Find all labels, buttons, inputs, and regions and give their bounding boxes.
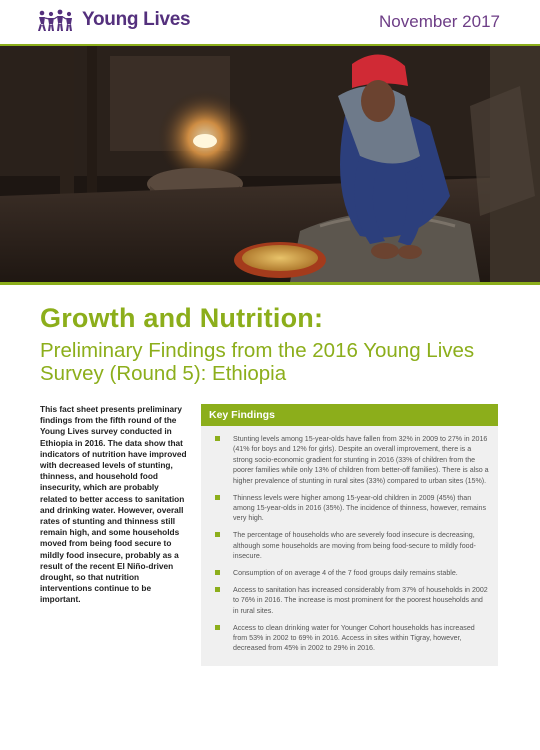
key-findings-panel bbox=[201, 404, 498, 666]
key-finding-item bbox=[209, 530, 490, 561]
square-bullet-icon bbox=[215, 532, 220, 537]
publication-date: November 2017 bbox=[379, 12, 500, 31]
square-bullet-icon bbox=[215, 625, 220, 630]
square-bullet-icon bbox=[215, 495, 220, 500]
key-finding-item bbox=[209, 568, 490, 578]
cover-photo-girl-sorting-grain-icon bbox=[0, 46, 540, 282]
key-finding-text: Stunting levels among 15-year-olds have fallen from 32% in 2009 to 27% in 2016 (41% for boys and 12% for girls). Despite an overall improvement, there is a strong socio-economic gradient for stunting in 2016 (33% of children from the poorer families while only 13% of children from better-off families). There is also a higher prevalence of stunting in rural sites (33%) compared to urban sites (15%). bbox=[233, 435, 489, 485]
page-title: Growth and Nutrition: bbox=[40, 303, 324, 333]
key-findings-heading: Key Findings bbox=[201, 404, 498, 426]
young-lives-logo[interactable] bbox=[38, 8, 190, 32]
square-bullet-icon bbox=[215, 436, 220, 441]
cover-photo bbox=[0, 46, 540, 282]
key-finding-text: Access to sanitation has increased considerably from 37% of households in 2002 to 76% in 2016. The increase is most prominent for the poorest households and in rural sites. bbox=[233, 585, 488, 615]
square-bullet-icon bbox=[215, 587, 220, 592]
key-finding-text: Consumption of on average 4 of the 7 food groups daily remains stable. bbox=[233, 568, 458, 577]
header-bar bbox=[0, 0, 540, 44]
key-finding-text: Access to clean drinking water for Younger Cohort households has increased from 53% in 2002 to 69% in 2016. Access in sites within Tigray, however, decreased from 45% in 2002 to 29% in 2016. bbox=[233, 623, 475, 653]
key-finding-text: The percentage of households who are severely food insecure is decreasing, although some households are moving from being food-secure to mildly food-insecure. bbox=[233, 531, 476, 561]
key-finding-item bbox=[209, 434, 490, 486]
intro-paragraph: This fact sheet presents preliminary findings from the fifth round of the Young Lives survey conducted in Ethiopia in 2016. The data show that indicators of nutrition have improved with decreased levels of stunting, thinness, and household food insecurity, which are probably related to better access to sanitation and drinking water. However, overall rates of stunting and thinness still remain high, and some households moved from being food secure to mildly food insecure, probably as a result of the recent El Niño-driven drought, so that nutrition interventions continue to be important. bbox=[40, 404, 187, 605]
photo-divider bbox=[0, 282, 540, 285]
square-bullet-icon bbox=[215, 570, 220, 575]
key-finding-item bbox=[209, 493, 490, 524]
page-subtitle: Preliminary Findings from the 2016 Young Lives Survey (Round 5): Ethiopia bbox=[40, 339, 475, 385]
key-finding-item bbox=[209, 623, 490, 654]
people-figures-icon bbox=[38, 8, 76, 32]
key-findings-list bbox=[201, 426, 498, 654]
key-finding-text: Thinness levels were higher among 15-year-old children in 2009 (45%) than among 15-year-olds in 2016 (35%). The incidence of thinness, however, remains very high. bbox=[233, 493, 487, 523]
logo-text: Young Lives bbox=[82, 9, 191, 30]
key-finding-item bbox=[209, 585, 490, 616]
